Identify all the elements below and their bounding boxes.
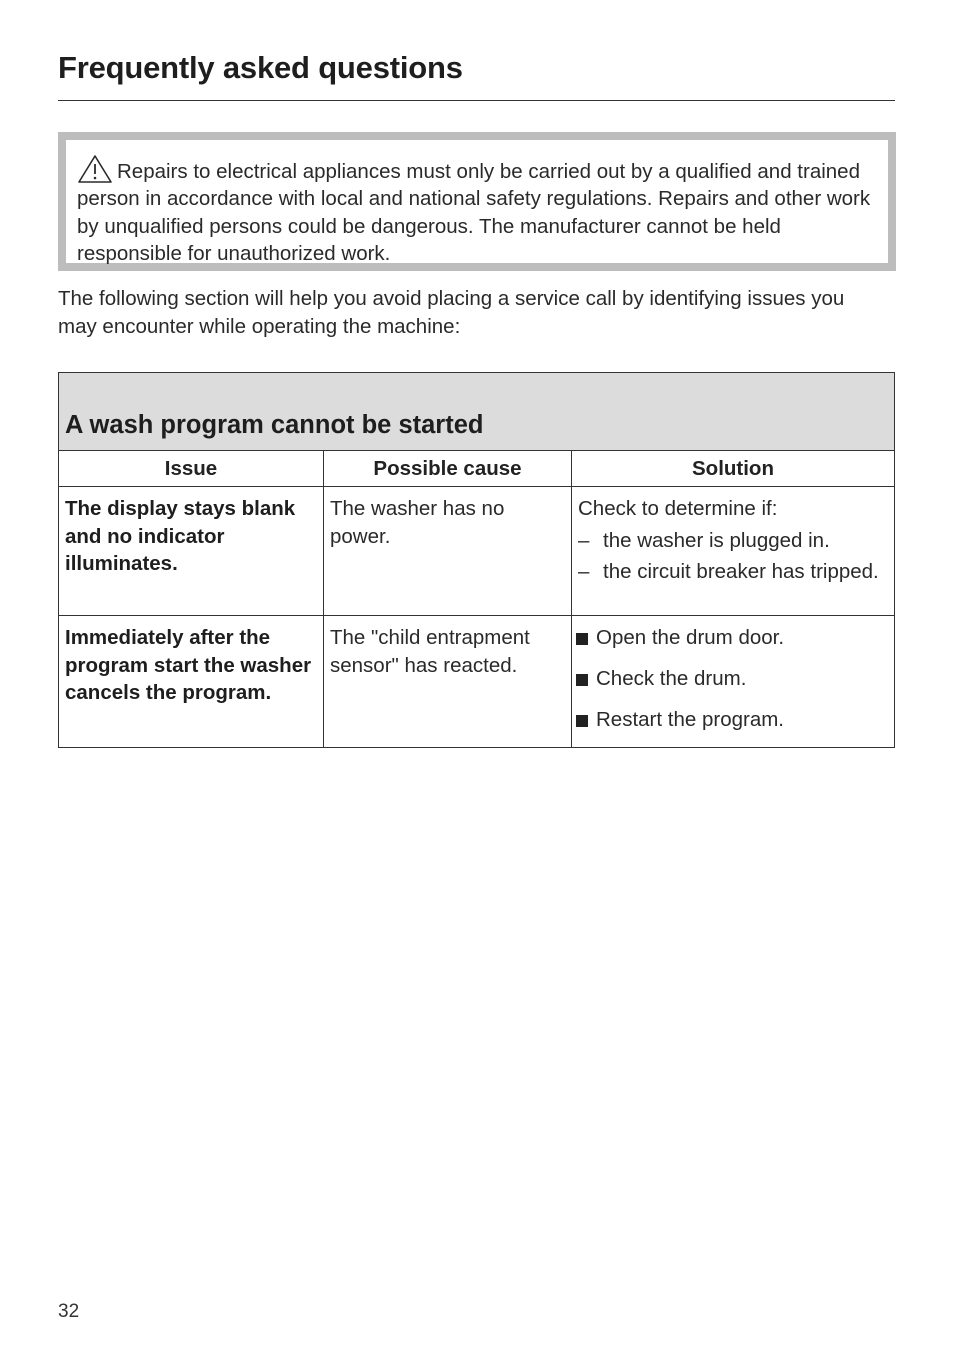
square-bullet-icon — [576, 633, 588, 645]
table-row — [59, 616, 895, 748]
solution-cell — [572, 487, 895, 616]
solution-cell — [572, 616, 895, 748]
page-number: 32 — [58, 1301, 80, 1322]
solution-list-item — [578, 558, 888, 586]
warning-box — [58, 132, 896, 271]
column-header-solution: Solution — [572, 451, 895, 487]
intro-paragraph: The following section will help you avoid placing a service call by identifying issues you may encounter while operating the machine: — [58, 287, 845, 338]
dash-bullet-icon: – — [578, 528, 590, 552]
solution-item-text: Restart the program. — [596, 708, 784, 731]
solution-list-item — [576, 706, 888, 734]
solution-item-text: Check the drum. — [596, 667, 747, 690]
solution-list-item — [576, 665, 888, 693]
solution-list-item — [578, 527, 888, 555]
title-divider — [58, 100, 895, 101]
warning-triangle-icon — [77, 154, 113, 184]
warning-box-content — [66, 140, 888, 263]
cause-cell: The washer has no power. — [324, 487, 572, 616]
solution-item-text: the washer is plugged in. — [603, 528, 830, 552]
issue-cell: The display stays blank and no indicator illuminates. — [59, 487, 324, 616]
table-section-title: A wash program cannot be started — [59, 373, 895, 451]
solution-item-text: Open the drum door. — [596, 626, 785, 649]
column-header-cause: Possible cause — [324, 451, 572, 487]
dash-bullet-icon: – — [578, 560, 590, 583]
solution-intro: Check to determine if: — [578, 497, 778, 520]
faq-table — [58, 372, 895, 748]
issue-cell: Immediately after the program start the washer cancels the program. — [59, 616, 324, 748]
column-header-issue: Issue — [59, 451, 324, 487]
table-row — [59, 487, 895, 616]
page-title: Frequently asked questions — [58, 50, 463, 85]
cause-cell: The "child entrapment sensor" has reacted. — [324, 616, 572, 748]
solution-item-text: the circuit breaker has tripped. — [603, 560, 879, 583]
warning-text: Repairs to electrical appliances must only be carried out by a qualified and trained person in accordance with local and national safety regulations. Repairs and other work by unqualified persons could be dangerous. The manufacturer cannot be held responsible for unauthorized work. — [77, 160, 871, 265]
square-bullet-icon — [576, 715, 588, 727]
solution-list-item — [576, 624, 888, 652]
square-bullet-icon — [576, 674, 588, 686]
